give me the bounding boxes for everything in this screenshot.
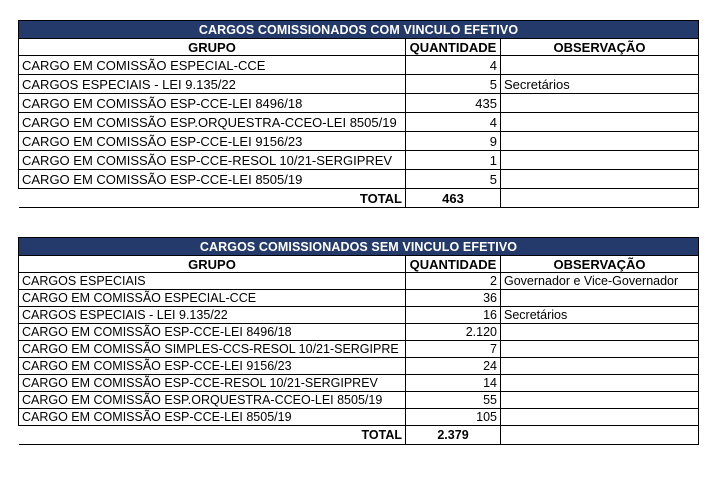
header-observacao: OBSERVAÇÃO — [501, 39, 699, 56]
total-observacao — [501, 189, 699, 208]
cell-quantidade: 24 — [406, 358, 501, 375]
table-row — [19, 170, 699, 189]
table-row — [19, 307, 699, 324]
table-sem-vinculo — [18, 237, 699, 445]
total-label: TOTAL — [19, 189, 406, 208]
cell-observacao — [501, 409, 699, 426]
cell-observacao — [501, 290, 699, 307]
total-row — [19, 426, 699, 445]
cell-grupo: CARGO EM COMISSÃO ESP-CCE-LEI 8496/18 — [19, 94, 406, 113]
header-quantidade: QUANTIDADE — [406, 39, 501, 56]
cell-quantidade: 5 — [406, 75, 501, 94]
table-row — [19, 341, 699, 358]
table-row — [19, 75, 699, 94]
cell-grupo: CARGO EM COMISSÃO ESP-CCE-LEI 9156/23 — [19, 132, 406, 151]
cell-observacao — [501, 151, 699, 170]
cell-grupo: CARGOS ESPECIAIS - LEI 9.135/22 — [19, 75, 406, 94]
cell-quantidade: 55 — [406, 392, 501, 409]
cell-observacao — [501, 94, 699, 113]
table-com-vinculo — [18, 20, 699, 208]
total-value: 2.379 — [406, 426, 501, 445]
cell-grupo: CARGO EM COMISSÃO SIMPLES-CCS-RESOL 10/21-SERGIPRE — [19, 341, 406, 358]
header-quantidade: QUANTIDADE — [406, 256, 501, 273]
cell-grupo: CARGO EM COMISSÃO ESP-CCE-RESOL 10/21-SERGIPREV — [19, 375, 406, 392]
total-observacao — [501, 426, 699, 445]
table-row — [19, 324, 699, 341]
table-row — [19, 132, 699, 151]
table-row — [19, 392, 699, 409]
cell-observacao — [501, 132, 699, 151]
header-observacao: OBSERVAÇÃO — [501, 256, 699, 273]
cell-observacao — [501, 358, 699, 375]
cell-quantidade: 16 — [406, 307, 501, 324]
cell-quantidade: 2.120 — [406, 324, 501, 341]
cell-observacao — [501, 324, 699, 341]
cell-grupo: CARGO EM COMISSÃO ESPECIAL-CCE — [19, 290, 406, 307]
table-row — [19, 273, 699, 290]
cell-quantidade: 105 — [406, 409, 501, 426]
cell-quantidade: 1 — [406, 151, 501, 170]
table-title: CARGOS COMISSIONADOS SEM VINCULO EFETIVO — [19, 238, 699, 256]
table-row — [19, 358, 699, 375]
total-row — [19, 189, 699, 208]
header-grupo: GRUPO — [19, 39, 406, 56]
cell-quantidade: 435 — [406, 94, 501, 113]
cell-observacao — [501, 392, 699, 409]
table-row — [19, 94, 699, 113]
cell-observacao — [501, 375, 699, 392]
cell-quantidade: 4 — [406, 113, 501, 132]
table-row — [19, 375, 699, 392]
cell-grupo: CARGO EM COMISSÃO ESP.ORQUESTRA-CCEO-LEI 8505/19 — [19, 392, 406, 409]
cell-quantidade: 14 — [406, 375, 501, 392]
table-row — [19, 290, 699, 307]
cell-observacao — [501, 170, 699, 189]
cell-observacao — [501, 113, 699, 132]
total-label: TOTAL — [19, 426, 406, 445]
cell-quantidade: 9 — [406, 132, 501, 151]
cell-grupo: CARGO EM COMISSÃO ESP-CCE-LEI 8505/19 — [19, 409, 406, 426]
total-value: 463 — [406, 189, 501, 208]
cell-observacao: Secretários — [501, 75, 699, 94]
cell-quantidade: 7 — [406, 341, 501, 358]
cell-observacao — [501, 56, 699, 75]
cell-grupo: CARGOS ESPECIAIS — [19, 273, 406, 290]
cell-observacao — [501, 341, 699, 358]
cell-quantidade: 36 — [406, 290, 501, 307]
table-row — [19, 151, 699, 170]
cell-quantidade: 4 — [406, 56, 501, 75]
table-row — [19, 113, 699, 132]
cell-observacao: Governador e Vice-Governador — [501, 273, 699, 290]
cell-grupo: CARGO EM COMISSÃO ESP.ORQUESTRA-CCEO-LEI 8505/19 — [19, 113, 406, 132]
table-row — [19, 409, 699, 426]
cell-grupo: CARGOS ESPECIAIS - LEI 9.135/22 — [19, 307, 406, 324]
cell-grupo: CARGO EM COMISSÃO ESP-CCE-RESOL 10/21-SERGIPREV — [19, 151, 406, 170]
cell-grupo: CARGO EM COMISSÃO ESP-CCE-LEI 9156/23 — [19, 358, 406, 375]
table-row — [19, 56, 699, 75]
cell-grupo: CARGO EM COMISSÃO ESP-CCE-LEI 8505/19 — [19, 170, 406, 189]
header-grupo: GRUPO — [19, 256, 406, 273]
cell-grupo: CARGO EM COMISSÃO ESP-CCE-LEI 8496/18 — [19, 324, 406, 341]
cell-quantidade: 5 — [406, 170, 501, 189]
cell-grupo: CARGO EM COMISSÃO ESPECIAL-CCE — [19, 56, 406, 75]
cell-observacao: Secretários — [501, 307, 699, 324]
cell-quantidade: 2 — [406, 273, 501, 290]
table-title: CARGOS COMISSIONADOS COM VINCULO EFETIVO — [19, 21, 699, 39]
